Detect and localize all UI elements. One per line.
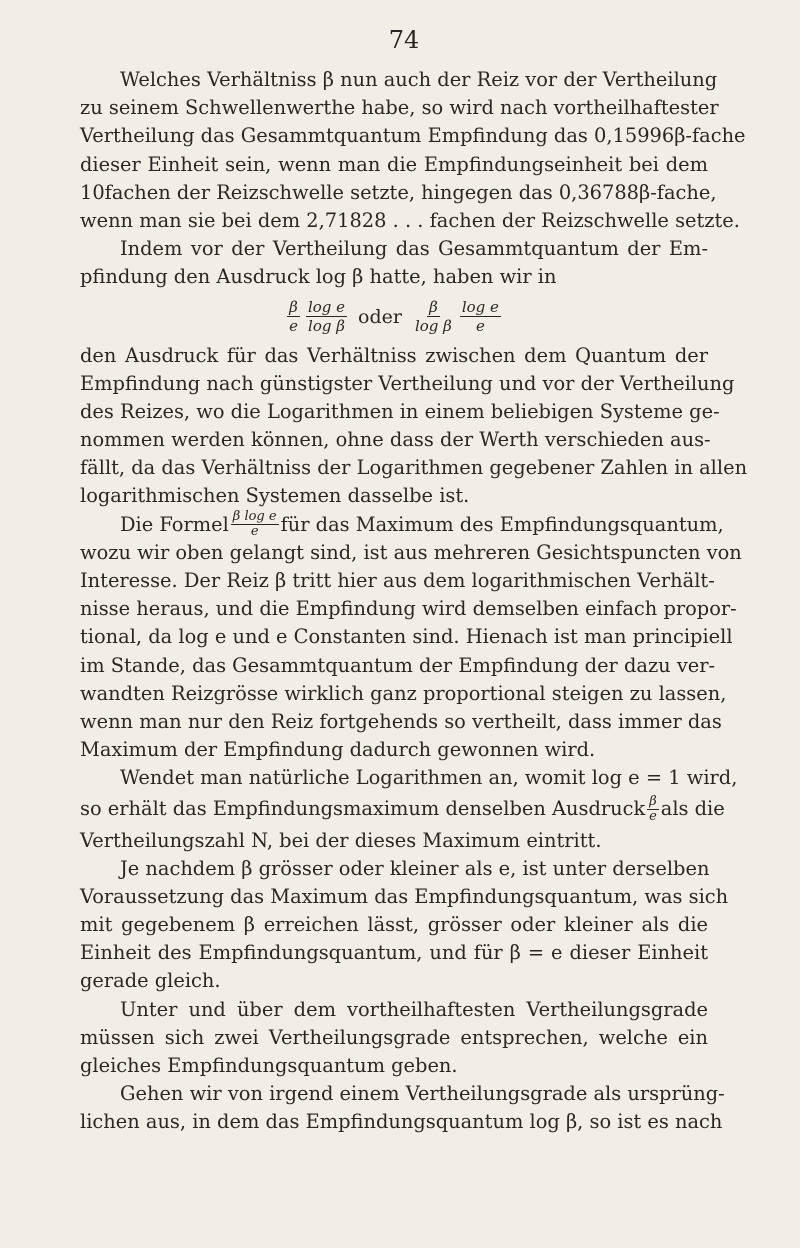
fraction-denominator: e <box>250 524 259 540</box>
text-line: Voraussetzung das Maximum das Empfindungsquantum, was sich <box>80 884 729 908</box>
fraction <box>306 298 347 335</box>
paragraph <box>80 1080 725 1136</box>
fraction-denominator: e <box>289 317 298 335</box>
text-line: wenn man nur den Reiz fortgehends so vertheilt, dass immer das <box>80 709 722 733</box>
fraction <box>413 298 454 335</box>
text-line: fällt, da das Verhältniss der Logarithmen gegebener Zahlen in allen <box>80 456 748 480</box>
text-fragment: Die Formel <box>120 512 229 536</box>
fraction-numerator: log e <box>307 298 346 316</box>
text-fragment: so erhält das Empfindungsmaximum denselben Ausdruck <box>80 797 646 821</box>
paragraph <box>80 855 729 996</box>
text-line: lichen aus, in dem das Empfindungsquantum log β, so ist es nach <box>80 1110 723 1134</box>
text-line: gerade gleich. <box>80 969 221 993</box>
paragraph <box>80 996 708 1081</box>
text-line: Vertheilungszahl N, bei der dieses Maximum eintritt. <box>80 828 602 852</box>
text-line: wandten Reizgrösse wirklich ganz proportional steigen zu lassen, <box>80 681 727 705</box>
text-line: müssen sich zwei Vertheilungsgrade entsprechen, welche ein <box>80 1025 708 1049</box>
text-line: wenn man sie bei dem 2,71828 . . . fachen der Reizschwelle setzte. <box>80 208 740 232</box>
text-line: Je nachdem β grösser oder kleiner als e, ist unter derselben <box>120 856 710 880</box>
inline-fraction <box>647 795 659 824</box>
text-line: pfindung den Ausdruck log β hatte, haben wir in <box>80 265 557 289</box>
book-page <box>80 20 748 1137</box>
fraction-numerator: β <box>289 298 298 316</box>
fraction-numerator: β log e <box>232 509 277 525</box>
display-formula <box>80 292 708 342</box>
paragraph <box>80 342 748 511</box>
fraction-denominator: log β <box>308 317 345 335</box>
fraction-numerator: log e <box>461 298 499 316</box>
text-line: Indem vor der Vertheilung das Gesammtquantum der Em- <box>120 237 708 261</box>
fraction <box>287 298 300 335</box>
text-line: nommen werden können, ohne dass der Werth verschieden aus- <box>80 428 711 452</box>
text-line: Wendet man natürliche Logarithmen an, womit log e = 1 wird, <box>120 766 738 790</box>
text-line: im Stande, das Gesammtquantum der Empfindung der dazu ver- <box>80 653 716 677</box>
text-line: dieser Einheit sein, wenn man die Empfindungseinheit bei dem <box>80 152 708 176</box>
text-line: wozu wir oben gelangt sind, ist aus mehreren Gesichtspuncten von <box>80 540 742 564</box>
text-line <box>80 509 724 540</box>
text-line <box>80 793 725 827</box>
fraction-numerator: β <box>649 794 657 809</box>
text-fragment: für das Maximum des Empfindungsquantum, <box>280 512 724 536</box>
text-line: Interesse. Der Reiz β tritt hier aus dem logarithmischen Verhält- <box>80 569 715 592</box>
paragraph <box>80 66 746 235</box>
fraction-denominator: e <box>649 809 657 824</box>
text-fragment: als die <box>660 797 725 821</box>
text-line: Einheit des Empfindungsquantum, und für β = e dieser Einheit <box>80 941 708 965</box>
fraction-denominator: e <box>475 317 485 335</box>
text-line: tional, da log e und e Constanten sind. Hienach ist man principiell <box>80 625 733 649</box>
text-line: 10fachen der Reizschwelle setzte, hingegen das 0,36788β-fache, <box>80 180 717 204</box>
fraction-numerator: β <box>429 298 438 316</box>
text-line: logarithmischen Systemen dasselbe ist. <box>80 484 470 508</box>
page-number: 74 <box>388 26 420 54</box>
text-line: Empfindung nach günstigster Vertheilung und vor der Vertheilung <box>80 371 735 395</box>
paragraph <box>80 235 708 291</box>
text-line: mit gegebenem β erreichen lässt, grösser oder kleiner als die <box>80 913 708 937</box>
fraction <box>460 298 501 335</box>
paragraph <box>80 509 742 765</box>
paragraph <box>80 764 738 854</box>
text-line: des Reizes, wo die Logarithmen in einem beliebigen Systeme ge- <box>80 399 720 423</box>
text-line: Maximum der Empfindung dadurch gewonnen wird. <box>80 738 596 762</box>
formula-connector: oder <box>358 305 402 328</box>
text-line: zu seinem Schwellenwerthe habe, so wird nach vortheilhaftester <box>80 96 719 120</box>
text-line: gleiches Empfindungsquantum geben. <box>80 1054 458 1077</box>
text-line: Gehen wir von irgend einem Vertheilungsgrade als ursprüng- <box>120 1082 725 1106</box>
text-line: Unter und über dem vortheilhaftesten Vertheilungsgrade <box>120 997 708 1021</box>
text-line: den Ausdruck für das Verhältniss zwischen dem Quantum der <box>80 343 708 367</box>
text-line: Welches Verhältniss β nun auch der Reiz vor der Vertheilung <box>120 68 718 91</box>
inline-fraction <box>231 510 279 539</box>
text-line: Vertheilung das Gesammtquantum Empfindung das 0,15996β-fache <box>80 124 746 148</box>
fraction-denominator: log β <box>414 317 452 335</box>
text-line: nisse heraus, und die Empfindung wird demselben einfach propor- <box>80 597 737 621</box>
